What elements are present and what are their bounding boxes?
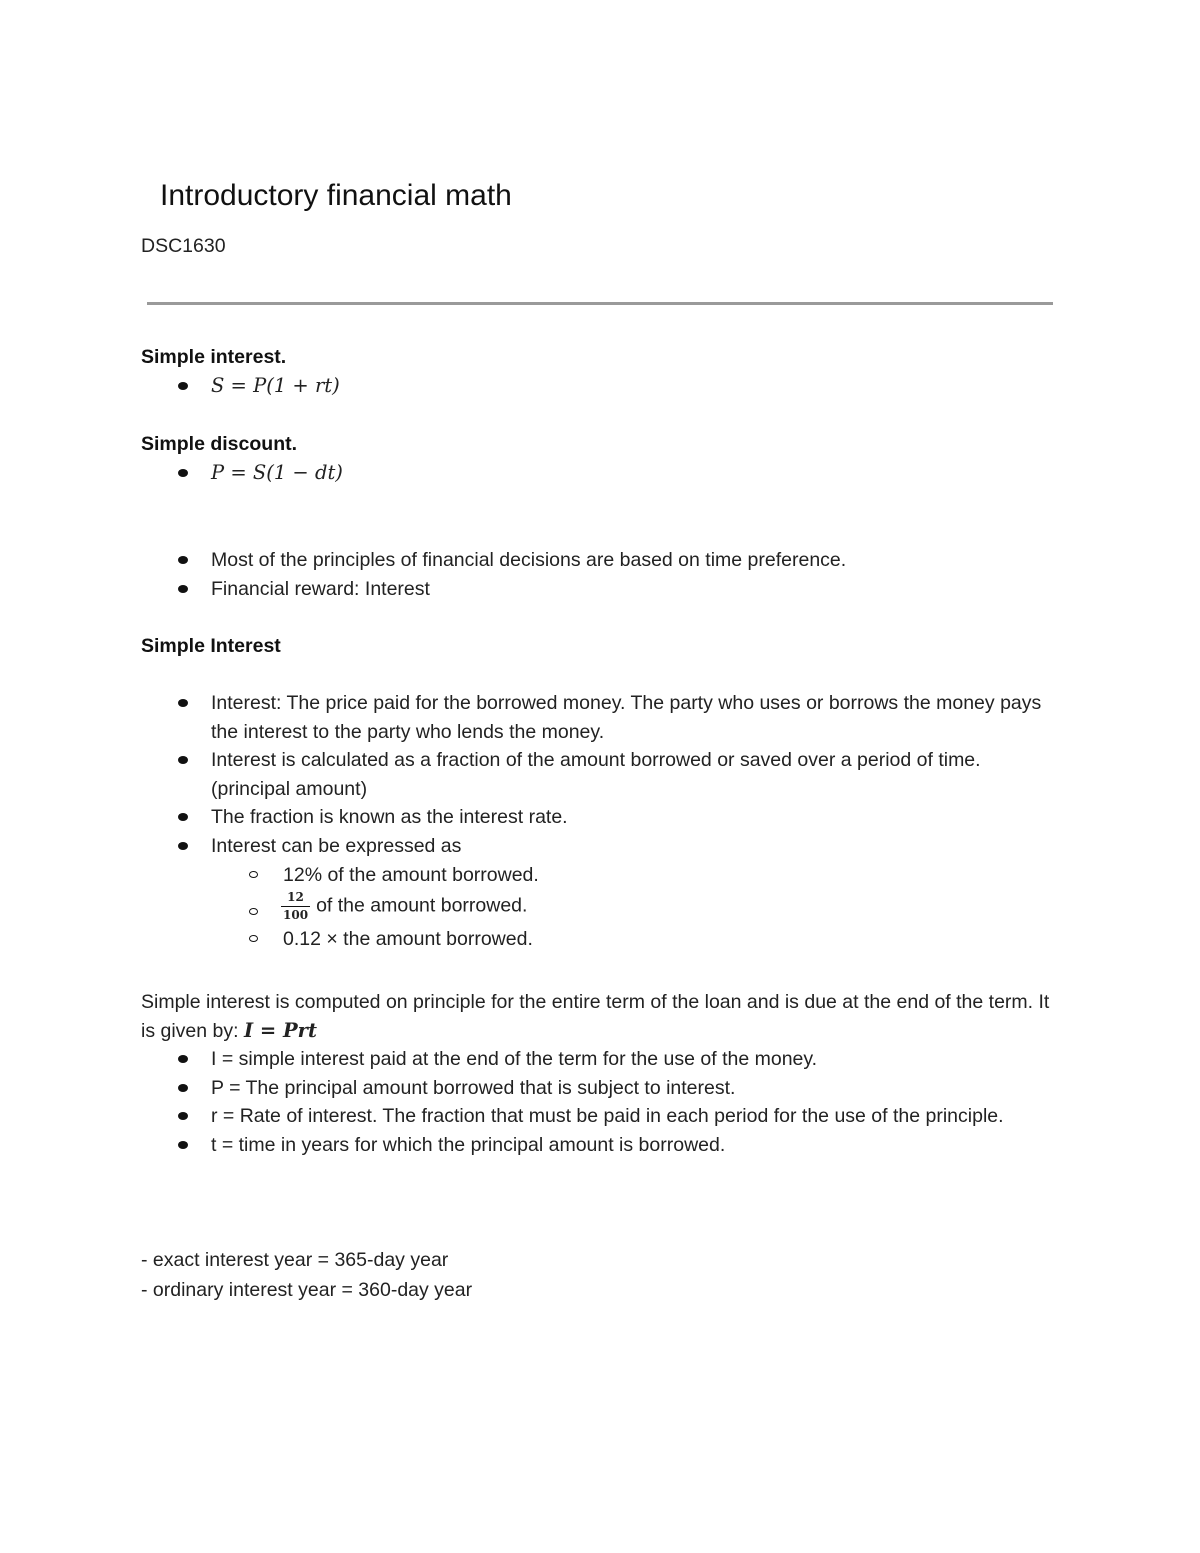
year-notes [141,1245,1061,1305]
bullet-icon [178,469,188,477]
bullet-icon [178,556,188,564]
simple-discount-formula-block [141,430,1061,487]
computation-paragraph: Simple interest is computed on principle for the entire term of the loan and is due at the end of the term. It is given by: I = Prt [141,991,1050,1042]
simple-interest-section [141,632,1061,661]
list-item: Interest is calculated as a fraction of the amount borrowed or saved over a period of time. (principal amount) [141,746,1061,803]
simple-interest-heading: Simple interest. [141,346,287,368]
exact-interest-note: - exact interest year = 365-day year [141,1249,449,1271]
hollow-bullet-icon [249,908,258,915]
simple-discount-formula: P = S(1 − dt) [211,460,343,484]
simple-discount-heading: Simple discount. [141,433,298,455]
bullet-icon [178,842,188,850]
bullet-icon [178,585,188,593]
simple-interest-bullets [141,689,1061,954]
list-item: I = simple interest paid at the end of the term for the use of the money. [141,1045,1061,1074]
sub-list-item: 0.12 × the amount borrowed. [141,925,1061,954]
list-item: Interest: The price paid for the borrowed money. The party who uses or borrows the money pays the interest to the party who lends the money. [141,689,1061,746]
bullet-icon [178,1141,188,1149]
bullet-icon [178,1084,188,1092]
simple-interest-formula: S = P(1 + rt) [211,373,340,397]
hollow-bullet-icon [249,935,258,942]
sub-list-item: 12% of the amount borrowed. [141,861,1061,890]
document-title: Introductory financial math [160,179,512,212]
list-item [141,372,1061,401]
fraction: $\frac{12}{100}$ [283,890,309,923]
list-item: Interest can be expressed as [141,832,1061,861]
ordinary-interest-note: - ordinary interest year = 360-day year [141,1279,473,1301]
list-item [141,459,1061,488]
simple-interest-section-heading: Simple Interest [141,635,281,657]
bullet-icon [178,1055,188,1063]
intro-bullets [141,546,1061,603]
simple-interest-formula-block [141,343,1061,400]
course-code: DSC1630 [141,235,226,257]
sub-list-item: $\frac{12}{100}$ of the amount borrowed. [141,891,1061,922]
bullet-icon [178,813,188,821]
simple-interest-equation: I = Prt [243,1018,317,1042]
list-item: r = Rate of interest. The fraction that must be paid in each period for the use of the principle. [141,1102,1061,1131]
bullet-icon [178,699,188,707]
hollow-bullet-icon [249,871,258,878]
horizontal-rule [147,302,1053,305]
list-item: Financial reward: Interest [141,575,1061,604]
bullet-icon [178,1112,188,1120]
list-item: The fraction is known as the interest rate. [141,803,1061,832]
list-item: Most of the principles of financial decisions are based on time preference. [141,546,1061,575]
list-item: t = time in years for which the principal amount is borrowed. [141,1131,1061,1160]
bullet-icon [178,382,188,390]
computation-section [141,988,1061,1160]
bullet-icon [178,756,188,764]
list-item: P = The principal amount borrowed that is subject to interest. [141,1074,1061,1103]
